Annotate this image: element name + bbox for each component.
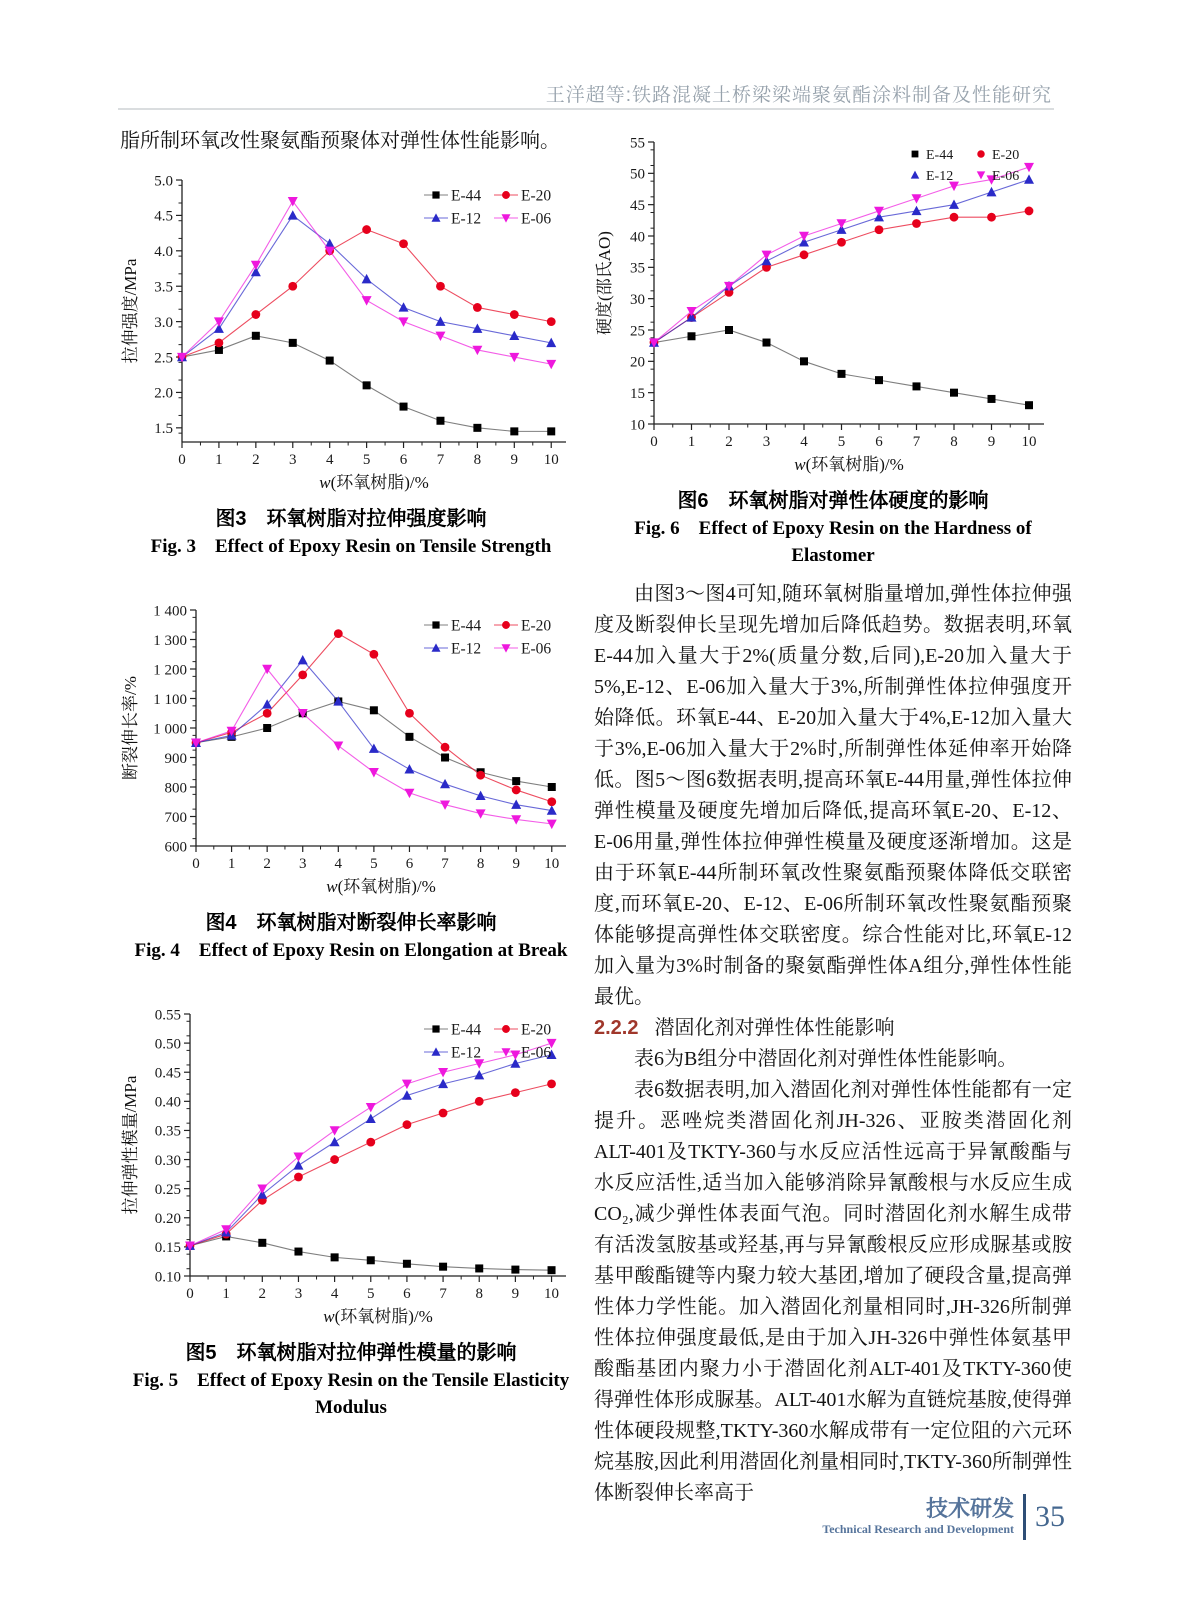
svg-text:E-12: E-12 bbox=[451, 210, 482, 228]
svg-text:10: 10 bbox=[1021, 434, 1037, 450]
svg-text:800: 800 bbox=[164, 780, 187, 797]
svg-text:1: 1 bbox=[215, 452, 223, 468]
svg-text:0.40: 0.40 bbox=[154, 1094, 181, 1111]
svg-text:6: 6 bbox=[403, 1286, 411, 1302]
svg-text:0: 0 bbox=[186, 1286, 194, 1302]
svg-text:0.55: 0.55 bbox=[154, 1007, 181, 1024]
svg-text:E-12: E-12 bbox=[451, 640, 482, 658]
svg-text:E-12: E-12 bbox=[926, 168, 954, 184]
svg-text:1.5: 1.5 bbox=[154, 421, 173, 438]
svg-text:2: 2 bbox=[263, 856, 271, 872]
fig4-caption-zh: 图4 环氧树脂对断裂伸长率影响 bbox=[205, 912, 497, 934]
svg-text:E-20: E-20 bbox=[521, 187, 552, 205]
svg-text:4: 4 bbox=[330, 1286, 339, 1302]
svg-text:4: 4 bbox=[800, 434, 808, 450]
svg-text:7: 7 bbox=[439, 1286, 447, 1302]
svg-text:35: 35 bbox=[630, 260, 645, 277]
body-paragraph-3: 表6数据表明,加入潜固化剂对弹性体性能都有一定提升。恶唑烷类潜固化剂JH-326、亚胺类潜固化剂ALT-401及TKTY-360与水反应活性远高于异氰酸酯与水反应活性,适当加入能够消除异氰酸根与水反应生成CO₂,减少弹性体表面气泡。同时潜固化剂水解生成带有活泼氢胺基或羟基,再与异氰酸根反应形成脲基或胺基甲酸酯键等内聚力较大基团,增加了硬段含量,提高弹性体力学性能。加入潜固化剂量相同时,JH-326所制弹性体拉伸强度最低,是由于加入JH-326中弹性体氨基甲酸酯基团内聚力小于潜固化剂ALT-401及TKTY-360使得弹性体形成脲基。ALT-401水解为直链烷基胺,使得弹性体硬段规整,TKTY-360水解成带有一定位阻的六元环烷基胺,因此利用潜固化剂量相同时,TKTY-360所制弹性体断裂伸长率高于 bbox=[594, 1079, 1072, 1504]
svg-text:E-06: E-06 bbox=[521, 640, 552, 658]
svg-text:6: 6 bbox=[875, 434, 883, 450]
fig3-caption bbox=[120, 505, 582, 560]
fig4-caption bbox=[120, 909, 582, 964]
svg-text:10: 10 bbox=[544, 1286, 560, 1302]
running-header: 王洋超等:铁路混凝土桥梁梁端聚氨酯涂料制备及性能研究 bbox=[545, 85, 1052, 106]
right-column bbox=[594, 126, 1072, 1509]
svg-text:w(环氧树脂)/%: w(环氧树脂)/% bbox=[326, 877, 436, 896]
svg-text:0.25: 0.25 bbox=[154, 1181, 181, 1198]
svg-text:9: 9 bbox=[987, 434, 996, 450]
svg-text:E-12: E-12 bbox=[451, 1044, 482, 1062]
svg-text:25: 25 bbox=[630, 323, 645, 340]
svg-text:1 400: 1 400 bbox=[153, 603, 187, 620]
svg-text:700: 700 bbox=[164, 809, 187, 826]
svg-text:2: 2 bbox=[258, 1286, 267, 1302]
svg-text:600: 600 bbox=[164, 839, 187, 856]
svg-text:4.0: 4.0 bbox=[154, 244, 173, 261]
svg-text:3.0: 3.0 bbox=[154, 314, 173, 331]
svg-text:E-44: E-44 bbox=[926, 147, 954, 163]
svg-text:1 100: 1 100 bbox=[153, 691, 187, 708]
svg-text:2.5: 2.5 bbox=[154, 350, 173, 367]
page-number: 35 bbox=[1035, 1500, 1065, 1533]
svg-text:0.35: 0.35 bbox=[154, 1123, 181, 1140]
svg-text:E-20: E-20 bbox=[521, 1021, 552, 1039]
svg-text:7: 7 bbox=[441, 856, 449, 872]
section-title: 潜固化剂对弹性体性能影响 bbox=[654, 1017, 895, 1039]
svg-text:1 000: 1 000 bbox=[153, 721, 187, 738]
svg-text:1: 1 bbox=[687, 434, 696, 450]
body-paragraph-2: 表6为B组分中潜固化剂对弹性体性能影响。 bbox=[634, 1048, 1018, 1070]
svg-text:45: 45 bbox=[630, 197, 645, 214]
svg-text:50: 50 bbox=[630, 166, 645, 183]
svg-text:断裂伸长率/%: 断裂伸长率/% bbox=[121, 676, 140, 780]
fig4-line-chart bbox=[120, 594, 582, 905]
svg-text:3: 3 bbox=[762, 434, 771, 450]
svg-text:8: 8 bbox=[475, 1286, 483, 1302]
svg-text:55: 55 bbox=[630, 135, 645, 152]
svg-text:8: 8 bbox=[950, 434, 958, 450]
svg-text:0: 0 bbox=[650, 434, 658, 450]
svg-text:4: 4 bbox=[334, 856, 343, 872]
svg-text:2.0: 2.0 bbox=[154, 385, 173, 402]
svg-text:E-06: E-06 bbox=[521, 210, 552, 228]
figure-3 bbox=[120, 164, 582, 560]
svg-text:0.20: 0.20 bbox=[154, 1211, 181, 1228]
fig3-caption-zh: 图3 环氧树脂对拉伸强度影响 bbox=[215, 508, 487, 530]
svg-text:E-06: E-06 bbox=[992, 168, 1020, 184]
svg-text:3: 3 bbox=[294, 1286, 303, 1302]
svg-text:0: 0 bbox=[192, 856, 200, 872]
fig4-caption-en: Fig. 4 Effect of Epoxy Resin on Elongation at Break bbox=[134, 940, 568, 961]
svg-text:6: 6 bbox=[405, 856, 414, 872]
left-column bbox=[120, 126, 582, 1509]
svg-text:40: 40 bbox=[630, 229, 645, 246]
fig5-caption-zh: 图5 环氧树脂对拉伸弹性模量的影响 bbox=[185, 1342, 517, 1364]
svg-text:0: 0 bbox=[178, 452, 186, 468]
section-number: 2.2.2 bbox=[594, 1017, 639, 1039]
svg-text:E-20: E-20 bbox=[992, 147, 1020, 163]
svg-text:10: 10 bbox=[630, 417, 645, 434]
svg-text:4.5: 4.5 bbox=[154, 208, 173, 225]
svg-text:20: 20 bbox=[630, 354, 645, 371]
svg-text:5: 5 bbox=[362, 452, 371, 468]
svg-text:3.5: 3.5 bbox=[154, 279, 173, 296]
svg-text:5: 5 bbox=[370, 856, 378, 872]
fig3-caption-en: Fig. 3 Effect of Epoxy Resin on Tensile Strength bbox=[150, 536, 552, 557]
svg-text:0.15: 0.15 bbox=[154, 1240, 181, 1257]
body-paragraph-1: 由图3～图4可知,随环氧树脂量增加,弹性体拉伸强度及断裂伸长呈现先增加后降低趋势。数据表明,环氧E-44加入量大于2%(质量分数,后同),E-20加入量大于5%,E-12、E-06加入量大于3%,所制弹性体拉伸强度开始降低。环氧E-44、E-20加入量大于4%,E-12加入量大于3%,E-06加入量大于2%时,所制弹性体延伸率开始降低。图5～图6数据表明,提高环氧E-44用量,弹性体拉伸弹性模量及硬度先增加后降低,提高环氧E-20、E-12、E-06用量,弹性体拉伸弹性模量及硬度逐渐增加。这是由于环氧E-44所制环氧改性聚氨酯预聚体降低交联密度,而环氧E-20、E-12、E-06所制环氧改性聚氨酯预聚体能够提高弹性体交联密度。综合性能对比,环氧E-12加入量为3%时制备的聚氨酯弹性体A组分,弹性体性能最优。 bbox=[594, 583, 1072, 1008]
svg-text:2: 2 bbox=[725, 434, 733, 450]
svg-text:0.45: 0.45 bbox=[154, 1065, 181, 1082]
figure-5 bbox=[120, 998, 582, 1421]
svg-text:w(环氧树脂)/%: w(环氧树脂)/% bbox=[794, 455, 904, 474]
section-heading-222 bbox=[594, 1013, 1072, 1044]
svg-text:E-44: E-44 bbox=[451, 617, 482, 635]
header-divider bbox=[118, 108, 1054, 110]
svg-text:8: 8 bbox=[476, 856, 485, 872]
fig6-line-chart bbox=[594, 126, 1072, 483]
footer-labels bbox=[822, 1497, 1014, 1537]
svg-text:0.50: 0.50 bbox=[154, 1036, 181, 1053]
svg-text:1: 1 bbox=[222, 1286, 230, 1302]
fig6-caption-en: Fig. 6 Effect of Epoxy Resin on the Hardness of Elastomer bbox=[634, 518, 1032, 566]
svg-text:6: 6 bbox=[399, 452, 408, 468]
page-footer bbox=[822, 1494, 1065, 1540]
svg-text:3: 3 bbox=[298, 856, 307, 872]
footer-section-en: Technical Research and Development bbox=[822, 1522, 1014, 1536]
two-column-body bbox=[120, 126, 1072, 1509]
intro-paragraph: 脂所制环氧改性聚氨酯预聚体对弹性体性能影响。 bbox=[120, 130, 560, 152]
svg-text:7: 7 bbox=[436, 452, 445, 468]
svg-text:E-20: E-20 bbox=[521, 617, 552, 635]
svg-text:10: 10 bbox=[544, 856, 560, 872]
svg-text:拉伸弹性模量/MPa: 拉伸弹性模量/MPa bbox=[121, 1075, 140, 1215]
svg-text:0.10: 0.10 bbox=[154, 1269, 181, 1286]
svg-text:5: 5 bbox=[367, 1286, 375, 1302]
svg-text:1 300: 1 300 bbox=[153, 632, 187, 649]
svg-text:9: 9 bbox=[512, 856, 520, 872]
svg-text:E-44: E-44 bbox=[451, 187, 482, 205]
svg-text:拉伸强度/MPa: 拉伸强度/MPa bbox=[121, 258, 140, 364]
svg-text:10: 10 bbox=[543, 452, 559, 468]
svg-text:w(环氧树脂)/%: w(环氧树脂)/% bbox=[323, 1307, 433, 1326]
svg-text:硬度(邵氏AO): 硬度(邵氏AO) bbox=[595, 231, 614, 335]
svg-text:9: 9 bbox=[510, 452, 519, 468]
svg-text:5: 5 bbox=[837, 434, 846, 450]
fig6-caption-zh: 图6 环氧树脂对弹性体硬度的影响 bbox=[677, 490, 989, 512]
footer-divider-bar bbox=[1023, 1494, 1026, 1540]
fig6-caption bbox=[594, 487, 1072, 569]
svg-text:1 200: 1 200 bbox=[153, 662, 187, 679]
svg-text:900: 900 bbox=[164, 750, 187, 767]
svg-text:30: 30 bbox=[630, 291, 645, 308]
svg-text:4: 4 bbox=[325, 452, 334, 468]
svg-text:w(环氧树脂)/%: w(环氧树脂)/% bbox=[319, 473, 429, 492]
fig3-line-chart bbox=[120, 164, 582, 501]
svg-text:2: 2 bbox=[252, 452, 260, 468]
svg-text:E-06: E-06 bbox=[521, 1044, 552, 1062]
svg-text:E-44: E-44 bbox=[451, 1021, 482, 1039]
figure-6 bbox=[594, 126, 1072, 569]
svg-text:3: 3 bbox=[289, 452, 297, 468]
fig5-caption-en: Fig. 5 Effect of Epoxy Resin on the Tensile Elasticity Modulus bbox=[132, 1370, 570, 1418]
svg-text:8: 8 bbox=[473, 452, 482, 468]
footer-section-zh: 技术研发 bbox=[925, 1496, 1014, 1521]
svg-text:7: 7 bbox=[912, 434, 921, 450]
svg-text:9: 9 bbox=[511, 1286, 520, 1302]
svg-text:15: 15 bbox=[630, 385, 645, 402]
fig5-caption bbox=[120, 1339, 582, 1421]
figure-4 bbox=[120, 594, 582, 964]
fig5-line-chart bbox=[120, 998, 582, 1335]
svg-text:1: 1 bbox=[227, 856, 236, 872]
svg-text:5.0: 5.0 bbox=[154, 173, 173, 190]
svg-text:0.30: 0.30 bbox=[154, 1152, 181, 1169]
